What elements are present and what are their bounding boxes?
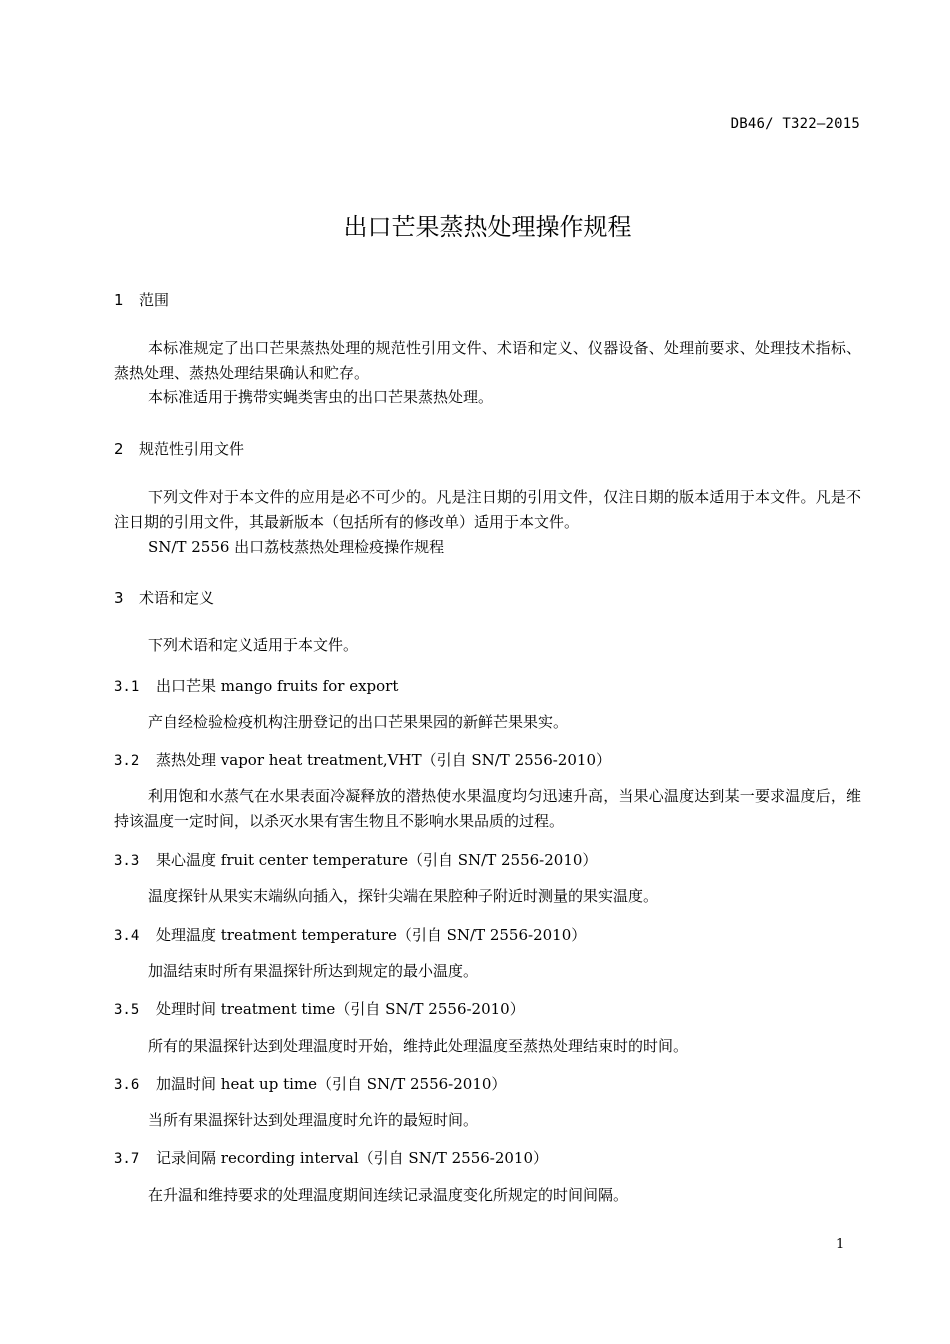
section-title: 范围 [139,291,170,309]
term-definition: 利用饱和水蒸气在水果表面冷凝释放的潜热使水果温度均匀迅速升高，当果心温度达到某一要求温度后，维持该温度一定时间，以杀灭水果有害生物且不影响水果品质的过程。 [114,787,861,830]
term-heading [114,1073,506,1094]
paragraph: 本标准规定了出口芒果蒸热处理的规范性引用文件、术语和定义、仪器设备、处理前要求、处理技术指标、蒸热处理、蒸热处理结果确认和贮存。 [114,339,861,382]
section-title: 术语和定义 [139,589,215,607]
term-definition: 所有的果温探针达到处理温度时开始，维持此处理温度至蒸热处理结束时的时间。 [148,1037,689,1055]
term-chinese: 果心温度 [156,851,217,869]
term-heading [114,1147,548,1168]
term-chinese: 蒸热处理 [156,751,217,769]
term-definition: 当所有果温探针达到处理温度时允许的最短时间。 [148,1111,479,1129]
section-number: 3 [114,589,124,607]
paragraph: 下列文件对于本文件的应用是必不可少的。凡是注日期的引用文件，仅注日期的版本适用于本文件。凡是不注日期的引用文件，其最新版本（包括所有的修改单）适用于本文件。 [114,488,861,531]
term-number: 3.1 [114,679,140,695]
term-definition: 加温结束时所有果温探针所达到规定的最小温度。 [148,962,479,980]
term-heading [114,998,525,1019]
term-definition: 产自经检验检疫机构注册登记的出口芒果果园的新鲜芒果果实。 [148,713,569,731]
section-heading-terms [114,587,214,608]
term-heading [114,749,611,770]
term-chinese: 出口芒果 [156,677,217,695]
term-number: 3.4 [114,928,140,944]
term-english: mango fruits for export [216,677,399,695]
page-number: 1 [836,1237,845,1252]
section-heading-scope [114,289,169,310]
section-number: 1 [114,291,124,309]
term-number: 3.7 [114,1151,140,1167]
term-english: recording interval（引自 SN/T 2556-2010） [216,1149,549,1167]
term-english: vapor heat treatment,VHT（引自 SN/T 2556-2010） [216,751,611,769]
term-chinese: 加温时间 [156,1075,217,1093]
reference-item: SN/T 2556 出口荔枝蒸热处理检疫操作规程 [148,538,445,556]
paragraph: 下列术语和定义适用于本文件。 [148,636,359,654]
term-english: fruit center temperature（引自 SN/T 2556-2010） [216,851,598,869]
section-number: 2 [114,440,124,458]
section-title: 规范性引用文件 [139,440,245,458]
term-chinese: 处理时间 [156,1000,217,1018]
term-english: heat up time（引自 SN/T 2556-2010） [216,1075,507,1093]
term-number: 3.2 [114,753,140,769]
section-heading-normative-references [114,438,244,459]
term-number: 3.5 [114,1002,140,1018]
term-definition: 在升温和维持要求的处理温度期间连续记录温度变化所规定的时间间隔。 [148,1186,629,1204]
term-chinese: 记录间隔 [156,1149,217,1167]
term-heading [114,849,597,870]
term-english: treatment time（引自 SN/T 2556-2010） [216,1000,525,1018]
paragraph: 本标准适用于携带实蝇类害虫的出口芒果蒸热处理。 [148,388,494,406]
term-number: 3.6 [114,1077,140,1093]
document-title: 出口芒果蒸热处理操作规程 [343,213,632,241]
term-heading [114,675,398,696]
term-definition: 温度探针从果实末端纵向插入，探针尖端在果腔种子附近时测量的果实温度。 [148,887,659,905]
document-code: DB46/ T322—2015 [730,116,860,132]
term-english: treatment temperature（引自 SN/T 2556-2010） [216,926,587,944]
term-heading [114,924,586,945]
term-number: 3.3 [114,853,140,869]
term-chinese: 处理温度 [156,926,217,944]
